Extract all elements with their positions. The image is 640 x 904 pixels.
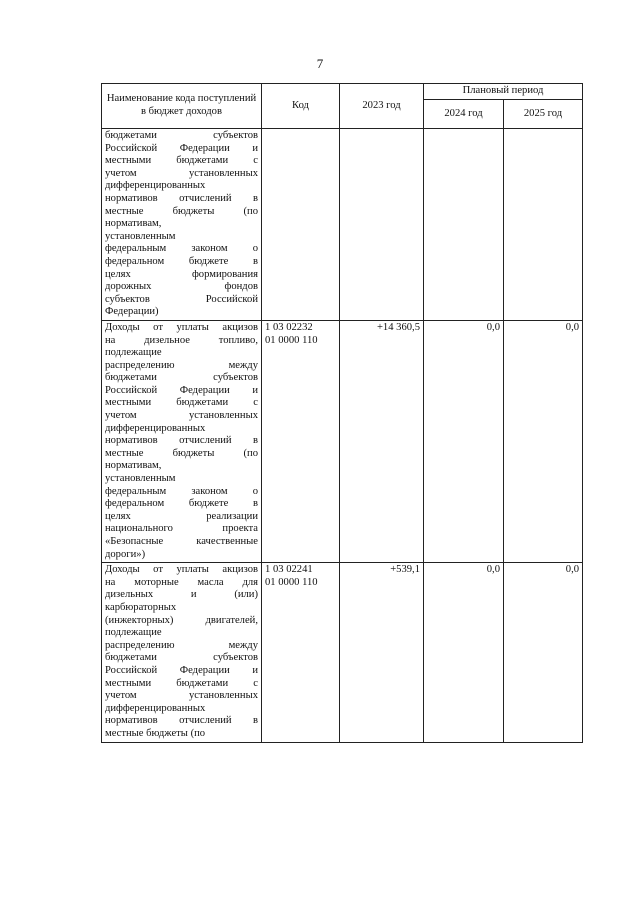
value-2025-cell: 0,0 <box>504 320 583 562</box>
header-code-column: Код <box>262 84 340 129</box>
income-name-line: дифференцированных <box>105 180 206 192</box>
income-name-line: нормативам, <box>105 460 162 472</box>
income-name-line: местные бюджеты (по <box>105 447 258 459</box>
income-code-line: 01 0000 110 <box>265 576 318 588</box>
income-name-line: дифференцированных <box>105 422 206 434</box>
income-name-line: местными бюджетами с <box>105 155 258 167</box>
income-name-line: нормативам, <box>105 218 162 230</box>
income-name-line: федеральным законом о <box>105 243 258 255</box>
header-name-column: Наименование кода поступлений в бюджет доходов <box>102 84 262 129</box>
income-name-line: на моторные масла для <box>105 576 258 588</box>
income-name-line: установленным <box>105 473 176 485</box>
income-name-cell <box>102 563 262 742</box>
income-name-line: федеральным законом о <box>105 485 258 497</box>
income-name-line: учетом установленных <box>105 690 258 702</box>
income-name-line: нормативов отчислений в <box>105 192 258 204</box>
income-name-line: (инжекторных) двигателей, <box>105 614 258 626</box>
income-code-line: 01 0000 110 <box>265 334 318 346</box>
income-name-line: Федерации) <box>105 306 159 318</box>
income-code-line: 1 03 02241 <box>265 564 313 576</box>
income-name-line: бюджетами субъектов <box>105 130 258 141</box>
value-2023-cell: +14 360,5 <box>340 320 424 562</box>
income-name-line: местными бюджетами с <box>105 677 258 689</box>
income-name-line: местные бюджеты (по <box>105 727 206 739</box>
income-name-line: местные бюджеты (по <box>105 205 258 217</box>
income-name-line: учетом установленных <box>105 167 258 179</box>
income-code-line: 1 03 02232 <box>265 321 313 333</box>
header-planned-period: Плановый период <box>424 84 583 100</box>
budget-income-table <box>101 83 583 743</box>
income-name-line: учетом установленных <box>105 410 258 422</box>
income-name-line: распределению между <box>105 639 258 651</box>
value-2025-cell <box>504 129 583 321</box>
income-name-line: бюджетами субъектов <box>105 372 258 384</box>
income-name-cell <box>102 320 262 562</box>
income-name-line: дизельных и (или) <box>105 589 258 601</box>
income-name-line: Российской Федерации и <box>105 384 258 396</box>
income-name-line: целях формирования <box>105 268 258 280</box>
income-name-line: местными бюджетами с <box>105 397 258 409</box>
income-name-cell <box>102 129 262 321</box>
income-name-line: нормативов отчислений в <box>105 435 258 447</box>
income-name-line: целях реализации <box>105 510 258 522</box>
income-name-line: Доходы от уплаты акцизов <box>105 564 258 576</box>
income-name-line: подлежащие <box>105 347 162 359</box>
income-code-cell <box>262 563 340 742</box>
income-name-line: субъектов Российской <box>105 293 258 305</box>
value-2025-cell: 0,0 <box>504 563 583 742</box>
income-name-line: федеральном бюджете в <box>105 498 258 510</box>
income-name-line: установленным <box>105 230 176 242</box>
income-code-cell <box>262 129 340 321</box>
income-name-line: бюджетами субъектов <box>105 652 258 664</box>
header-year-2025: 2025 год <box>504 99 583 128</box>
income-name-line: национального проекта <box>105 523 258 535</box>
income-name-line: подлежащие <box>105 627 162 639</box>
income-name-line: дорожных фондов <box>105 281 258 293</box>
header-year-2024: 2024 год <box>424 99 504 128</box>
income-name-line: дороги») <box>105 548 146 560</box>
value-2024-cell <box>424 129 504 321</box>
value-2024-cell: 0,0 <box>424 563 504 742</box>
table-row <box>102 563 583 742</box>
header-year-2023: 2023 год <box>340 84 424 129</box>
income-name-line: Российской Федерации и <box>105 142 258 154</box>
income-name-line: карбюраторных <box>105 601 177 613</box>
income-name-line: распределению между <box>105 359 258 371</box>
income-name-line: Российской Федерации и <box>105 664 258 676</box>
value-2024-cell: 0,0 <box>424 320 504 562</box>
income-name-line: федеральном бюджете в <box>105 255 258 267</box>
income-name-line: Доходы от уплаты акцизов <box>105 321 258 333</box>
income-name-line: дифференцированных <box>105 702 206 714</box>
income-code-cell <box>262 320 340 562</box>
value-2023-cell <box>340 129 424 321</box>
income-name-line: нормативов отчислений в <box>105 715 258 727</box>
income-name-line: «Безопасные качественные <box>105 536 258 547</box>
table-body <box>102 129 583 743</box>
income-name-line: на дизельное топливо, <box>105 334 258 346</box>
table-row <box>102 129 583 321</box>
value-2023-cell: +539,1 <box>340 563 424 742</box>
table-row <box>102 320 583 562</box>
page-number: 7 <box>316 56 324 71</box>
